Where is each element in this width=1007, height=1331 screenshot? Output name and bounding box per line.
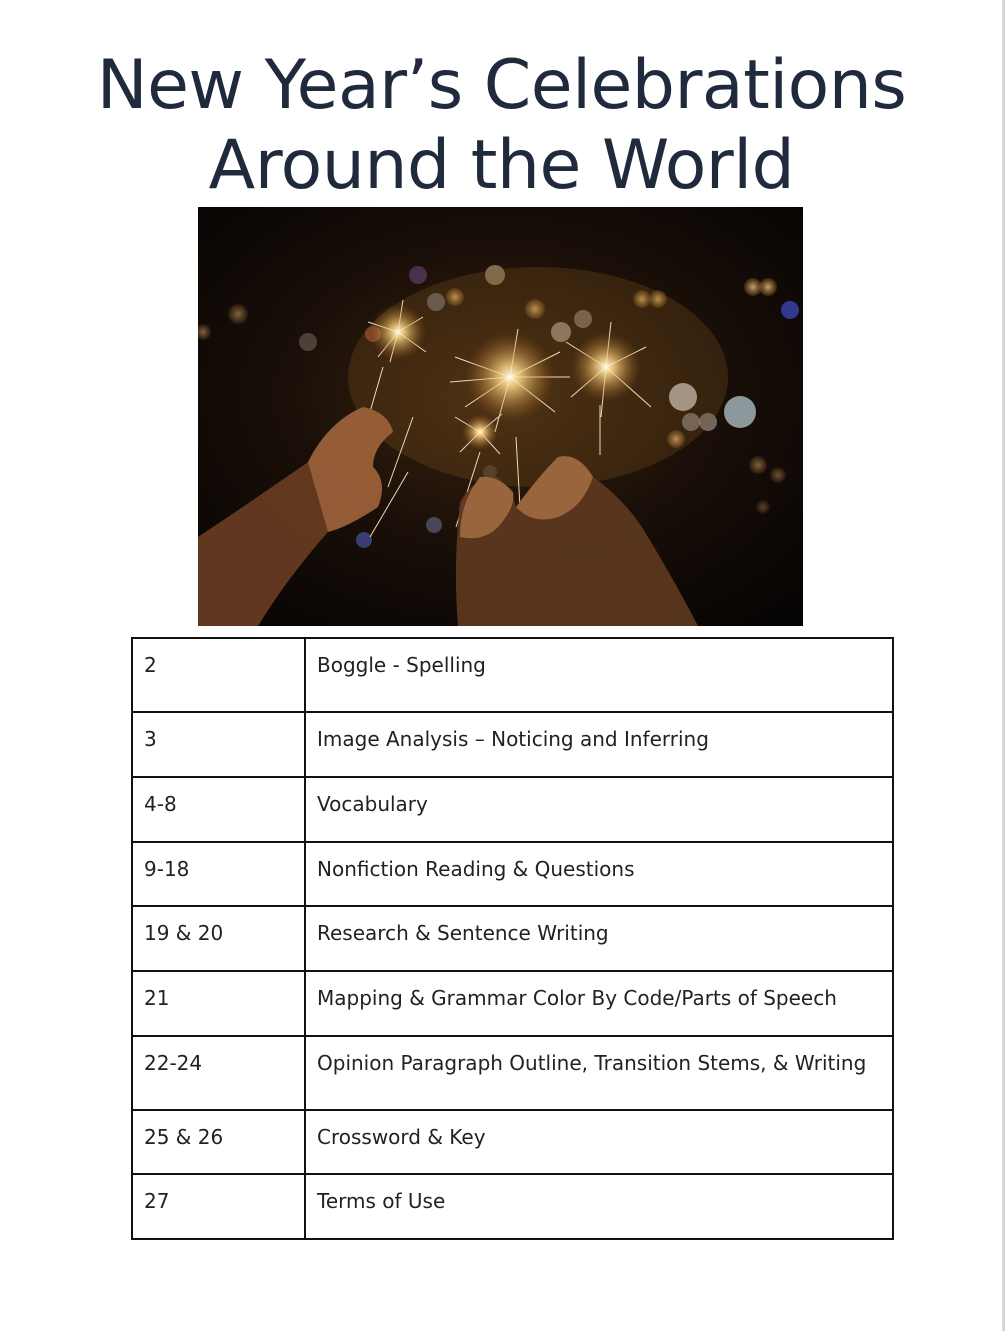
pages-cell: 27	[132, 1174, 305, 1239]
pages-cell: 3	[132, 712, 305, 777]
title-line-1: New Year’s Celebrations	[96, 46, 907, 125]
topic-cell: Vocabulary	[305, 777, 893, 842]
table-row	[132, 842, 893, 906]
table-row	[132, 777, 893, 842]
topic-cell: Crossword & Key	[305, 1110, 893, 1174]
pages-cell: 2	[132, 638, 305, 712]
topic-cell: Image Analysis – Noticing and Inferring	[305, 712, 893, 777]
table-row	[132, 1110, 893, 1174]
topic-cell: Nonfiction Reading & Questions	[305, 842, 893, 906]
table-row	[132, 1174, 893, 1239]
topic-cell: Mapping & Grammar Color By Code/Parts of Speech	[305, 971, 893, 1036]
table-row	[132, 1036, 893, 1110]
table-row	[132, 712, 893, 777]
pages-cell: 22-24	[132, 1036, 305, 1110]
title-line-2: Around the World	[208, 126, 795, 205]
table-row	[132, 971, 893, 1036]
table-row	[132, 638, 893, 712]
page-title	[0, 46, 1003, 206]
pages-cell: 21	[132, 971, 305, 1036]
table-row	[132, 906, 893, 971]
pages-cell: 25 & 26	[132, 1110, 305, 1174]
pages-cell: 9-18	[132, 842, 305, 906]
table-of-contents	[131, 637, 894, 1240]
topic-cell: Research & Sentence Writing	[305, 906, 893, 971]
topic-cell: Boggle - Spelling	[305, 638, 893, 712]
pages-cell: 4-8	[132, 777, 305, 842]
topic-cell: Opinion Paragraph Outline, Transition Stems, & Writing	[305, 1036, 893, 1110]
topic-cell: Terms of Use	[305, 1174, 893, 1239]
sparklers-photo	[198, 207, 803, 626]
pages-cell: 19 & 20	[132, 906, 305, 971]
